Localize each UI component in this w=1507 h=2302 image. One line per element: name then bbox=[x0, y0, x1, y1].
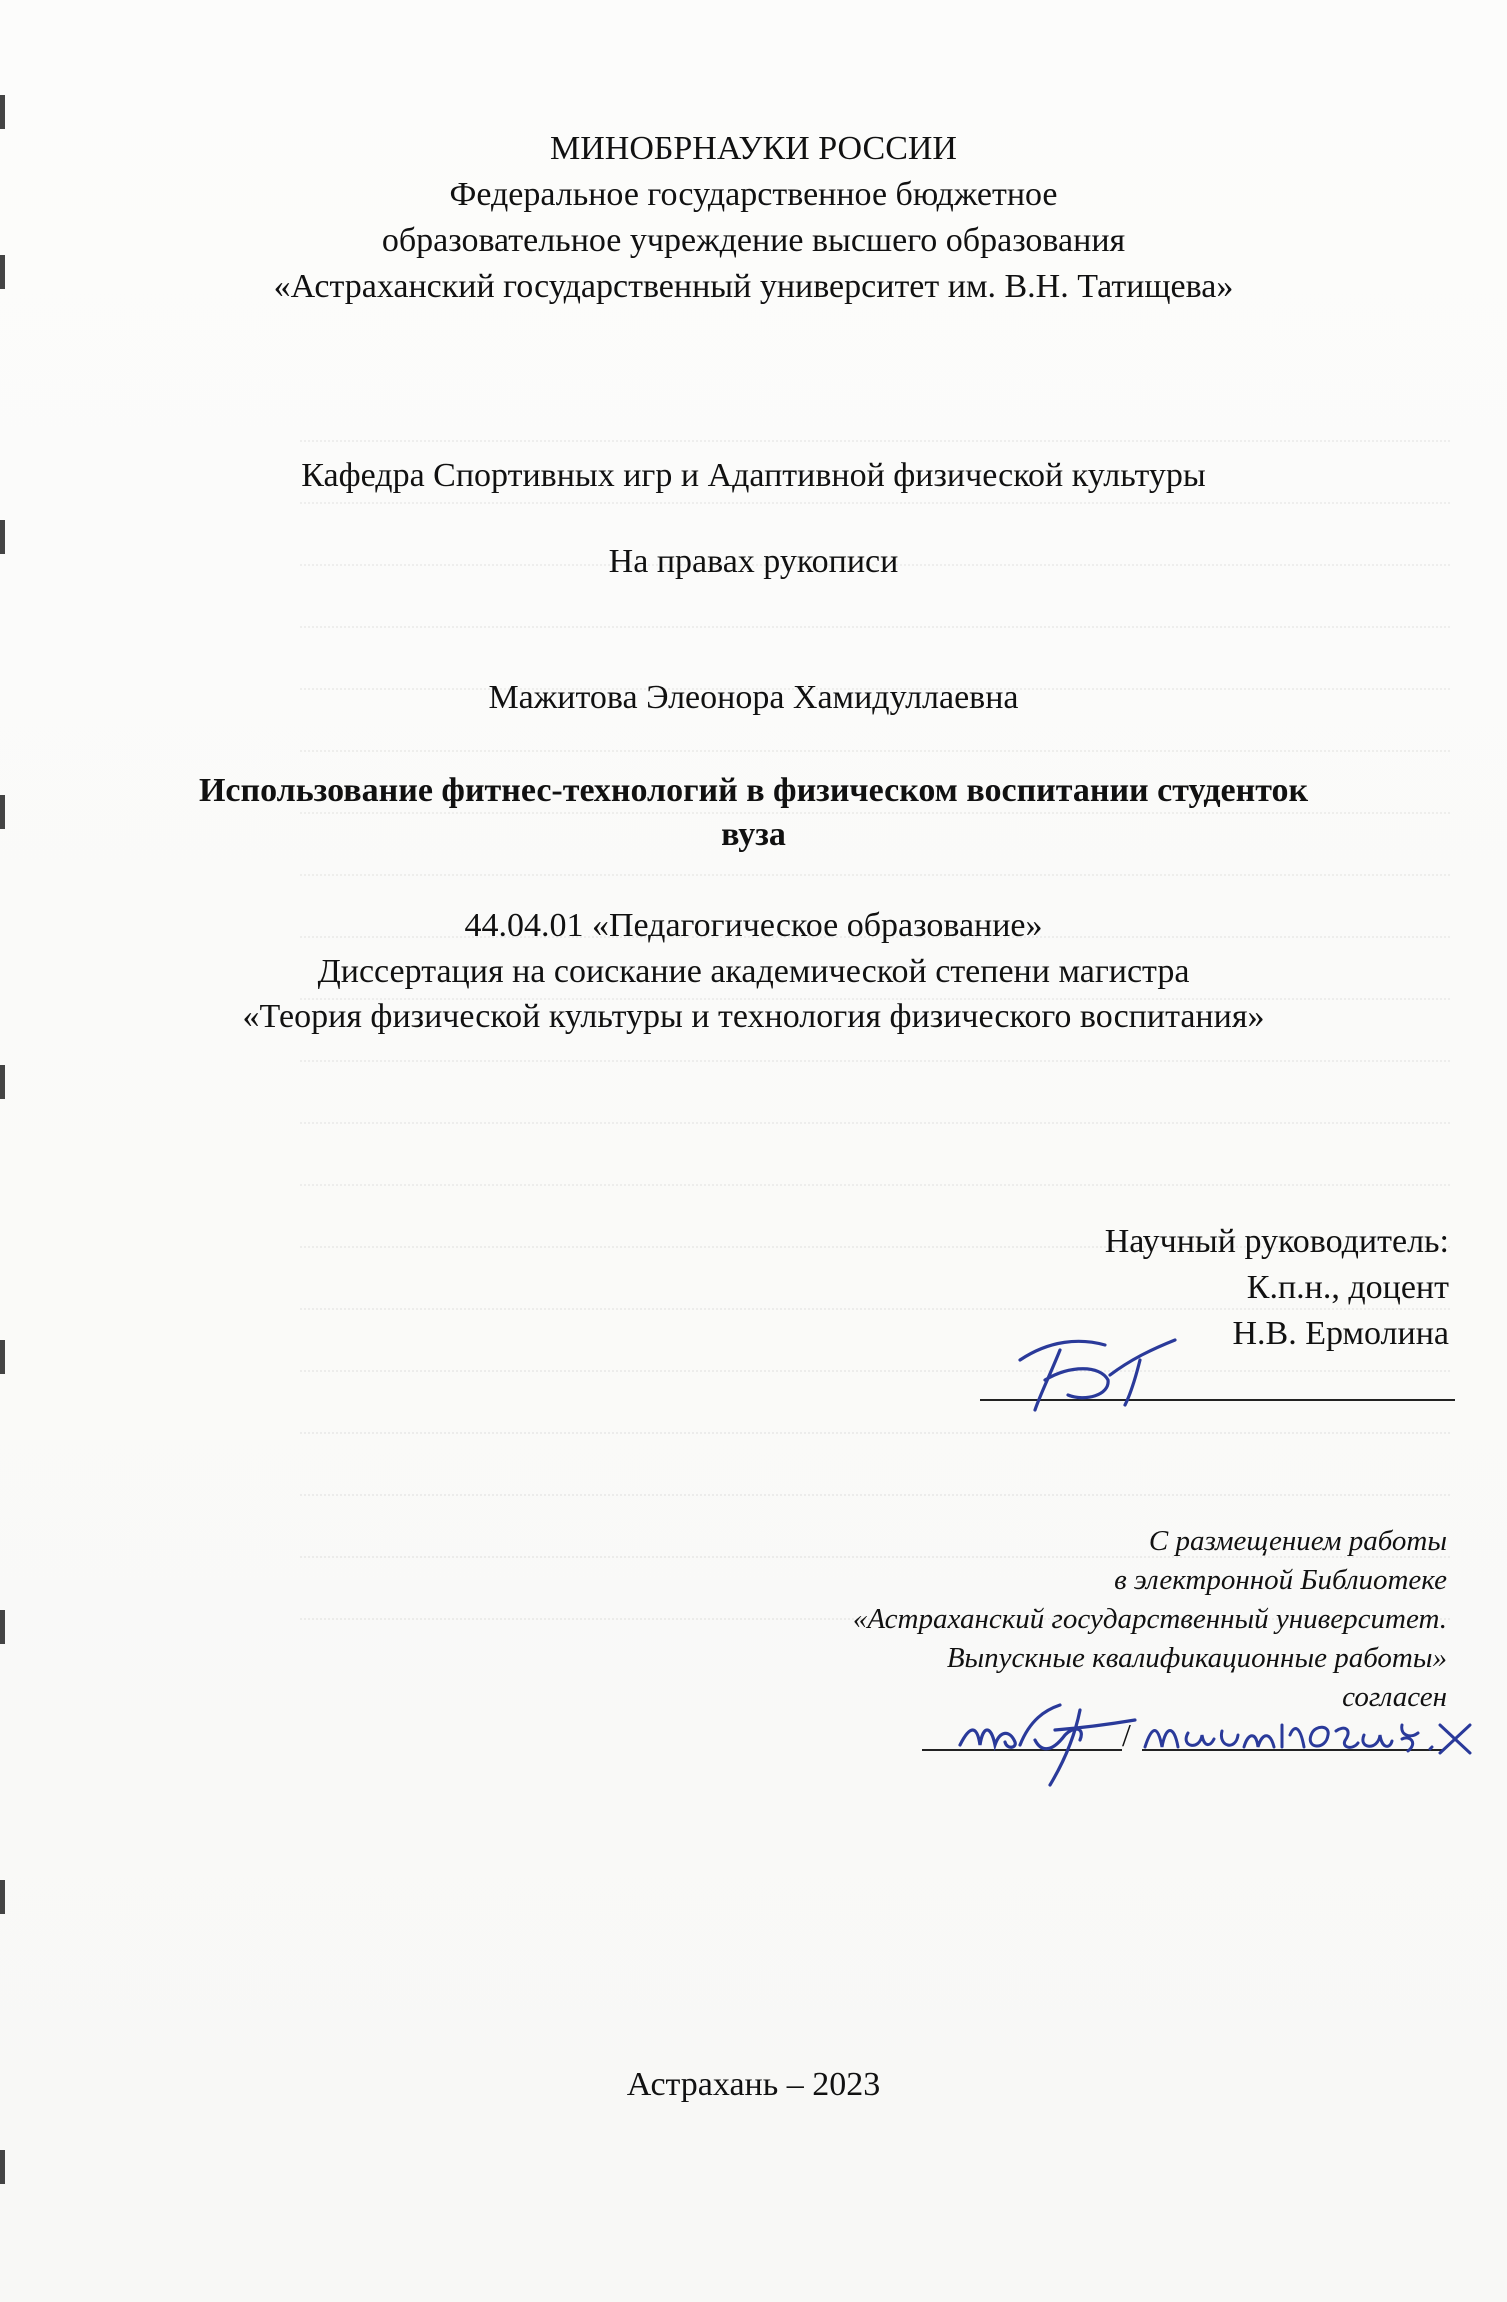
binding-edge bbox=[0, 0, 6, 2302]
author-handwritten-name bbox=[1140, 1695, 1480, 1765]
ministry-heading: МИНОБРНАУКИ РОССИИ bbox=[549, 130, 957, 167]
supervisor-label: Научный руководитель: bbox=[1104, 1223, 1449, 1260]
manuscript-note: На правах рукописи bbox=[608, 543, 899, 580]
author-signature bbox=[955, 1690, 1145, 1790]
consent-line-3: «Астраханский государственный университет. bbox=[852, 1603, 1447, 1635]
supervisor-rank: К.п.н., доцент bbox=[1246, 1269, 1449, 1306]
university-name: «Астраханский государственный университет им. В.Н. Татищева» bbox=[273, 268, 1234, 305]
institution-line-1: Федеральное государственное бюджетное bbox=[449, 176, 1058, 213]
city-year: Астрахань – 2023 bbox=[626, 2066, 881, 2103]
consent-line-5: согласен bbox=[1342, 1681, 1447, 1713]
author-name: Мажитова Элеонора Хамидуллаевна bbox=[488, 679, 1019, 716]
consent-line-2: в электронной Библиотеке bbox=[1114, 1564, 1447, 1596]
thesis-title-line-1: Использование фитнес-технологий в физическом воспитании студенток bbox=[198, 772, 1309, 809]
signature-separator: / bbox=[1122, 1717, 1131, 1753]
consent-line-4: Выпускные квалификационные работы» bbox=[946, 1642, 1447, 1674]
consent-line-1: С размещением работы bbox=[1148, 1525, 1447, 1557]
thesis-title-line-2: вуза bbox=[721, 816, 786, 853]
supervisor-name: Н.В. Ермолина bbox=[1232, 1315, 1449, 1352]
program-code: 44.04.01 «Педагогическое образование» bbox=[464, 907, 1043, 944]
supervisor-signature bbox=[990, 1320, 1190, 1420]
department-name: Кафедра Спортивных игр и Адаптивной физической культуры bbox=[301, 457, 1206, 494]
profile-line: «Теория физической культуры и технология физического воспитания» bbox=[242, 998, 1265, 1035]
institution-line-2: образовательное учреждение высшего образования bbox=[381, 222, 1126, 259]
degree-line: Диссертация на соискание академической степени магистра bbox=[317, 953, 1190, 990]
